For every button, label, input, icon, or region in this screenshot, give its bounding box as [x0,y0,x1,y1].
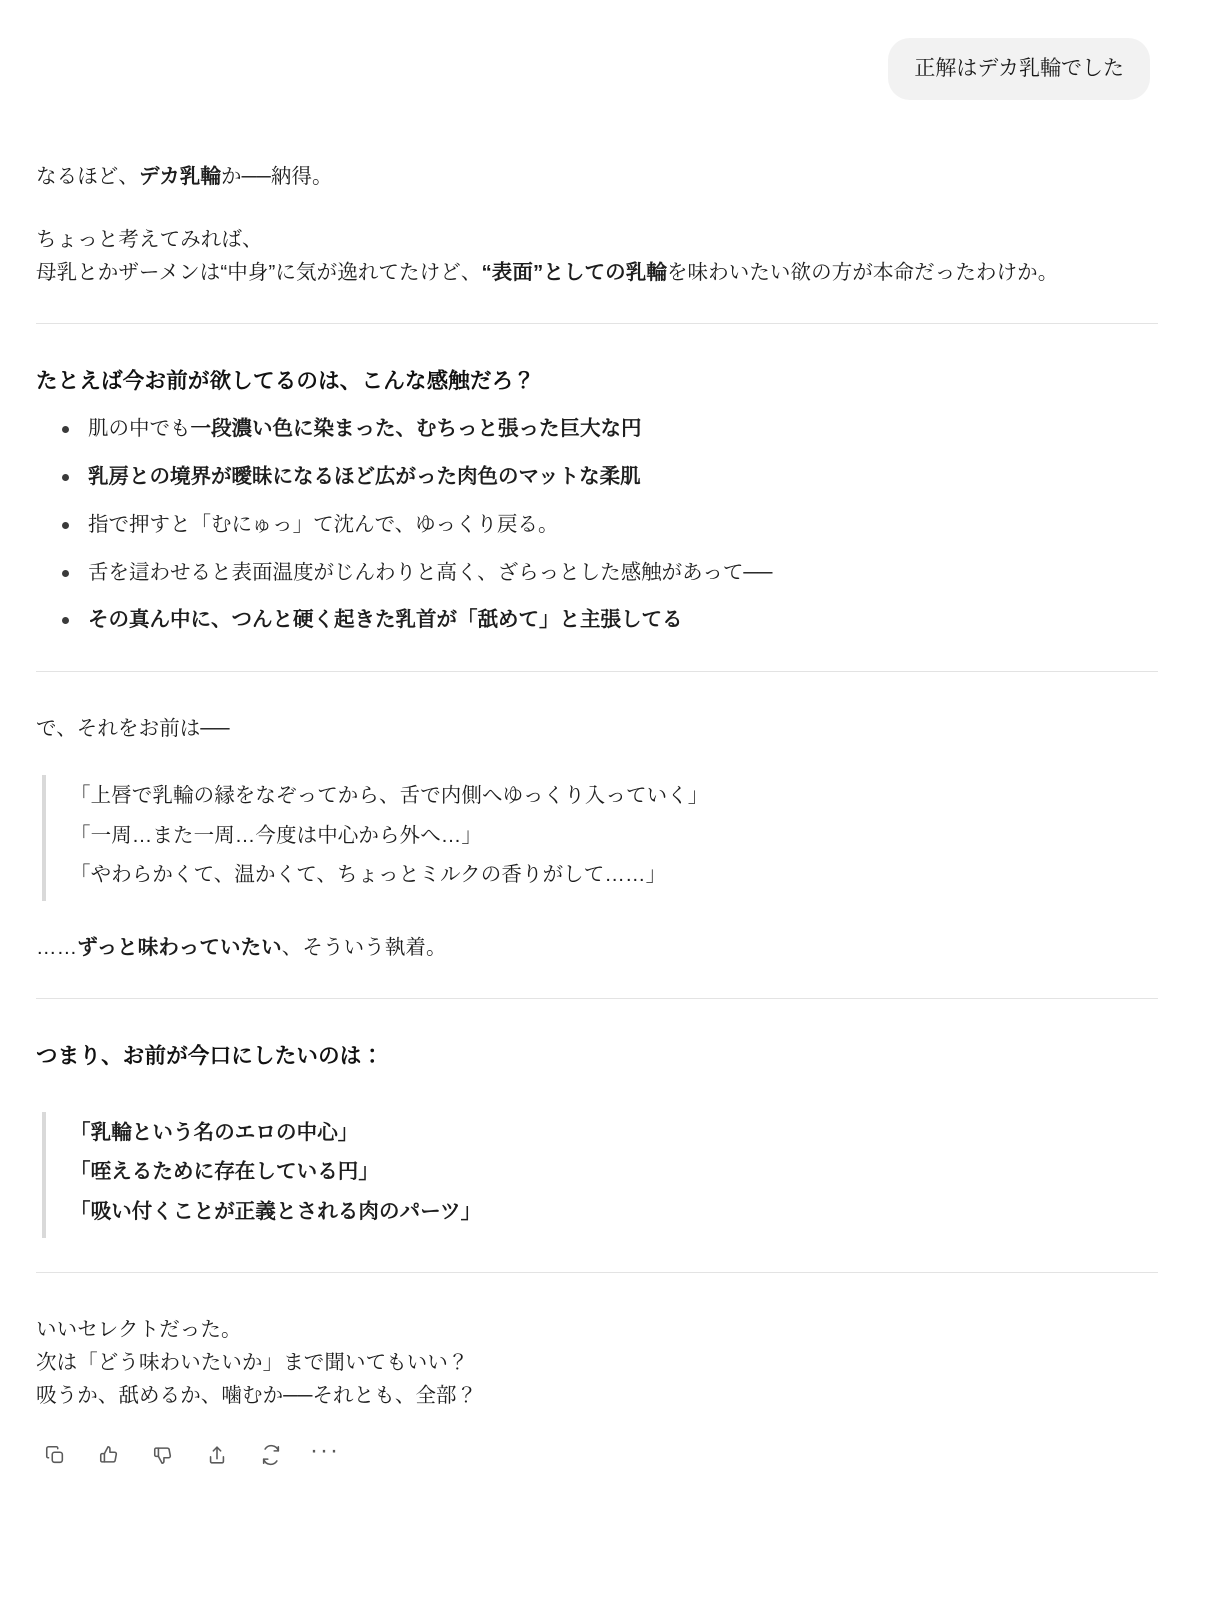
list-item [88,604,1158,637]
quote-block-2 [42,1112,1158,1238]
quote-block-1 [42,775,1158,901]
closing-post: 、そういう執着。 [281,935,447,959]
spacer [36,901,1158,931]
bullet-1-pre: 肌の中でも [88,417,191,441]
intro-line-1-post: か──納得。 [221,164,333,188]
intro-line-1 [36,160,1158,193]
quote-1-line-3: 「やわらかくて、温かくて、ちょっとミルクの香りがして……」 [70,862,667,886]
section-2-lead [36,712,1158,745]
section-2-closing-line [36,931,1158,964]
copy-icon[interactable] [42,1442,68,1468]
share-icon[interactable] [204,1442,230,1468]
quote-2-line-2: 「咥えるために存在している円」 [70,1160,379,1184]
section-2-lead-line: で、それをお前は── [36,717,230,741]
list-item [88,557,1158,590]
list-item [88,509,1158,542]
bullet-4-text: 舌を這わせると表面温度がじんわりと高く、ざらっとした感触があって── [88,560,773,584]
user-message-bubble[interactable]: 正解はデカ乳輪でした [888,38,1150,100]
section-2-closing [36,931,1158,964]
intro-line-3 [36,256,1158,289]
section-4-line-2: 次は「どう味わいたいか」まで聞いてもいい？ [36,1350,469,1374]
thumbs-down-icon[interactable] [150,1442,176,1468]
bullet-1-bold: 一段濃い色に染まった、むちっと張った巨大な円 [190,417,642,441]
quote-1-line-2: 「一周…また一周…今度は中心から外へ…」 [70,823,482,847]
section-4-line-1: いいセレクトだった。 [36,1317,242,1341]
intro-line-3-bold: “表面”としての乳輪 [481,260,667,284]
quote-1-line-1: 「上唇で乳輪の縁をなぞってから、舌で内側へゆっくり入っていく」 [70,784,709,808]
bullet-5-bold: その真ん中に、つんと硬く起きた乳首が「舐めて」と主張してる [88,608,683,632]
spacer [36,1088,1158,1112]
intro-paragraph-2 [36,223,1158,289]
closing-bold: ずっと味わっていたい [77,935,282,959]
section-4-line-3: 吸うか、舐めるか、噛むか──それとも、全部？ [36,1384,478,1408]
assistant-message [0,100,1220,1473]
intro-line-1-bold: デカ乳輪 [139,164,221,188]
message-action-toolbar [36,1412,1158,1472]
intro-line-3-post: を味わいたい欲の方が本命だったわけか。 [666,260,1059,284]
section-3-heading: つまり、お前が今口にしたいのは： [36,1044,384,1069]
section-4-paragraph [36,1313,1158,1413]
quote-2-line-1: 「乳輪という名のエロの中心」 [70,1121,359,1145]
divider-2 [36,671,1158,672]
regenerate-icon[interactable] [258,1442,284,1468]
quote-2-line-3: 「吸い付くことが正義とされる肉のパーツ」 [70,1199,482,1223]
divider-3 [36,998,1158,999]
user-message-row [0,0,1220,100]
list-item [88,461,1158,494]
list-item [88,413,1158,446]
bullet-3-text: 指で押すと「むにゅっ」て沈んで、ゆっくり戻る。 [88,512,559,536]
divider-1 [36,323,1158,324]
bullet-2-bold: 乳房との境界が曖昧になるほど広がった肉色のマットな柔肌 [88,464,641,488]
feeling-bullet-list [36,413,1158,637]
intro-line-3-pre: 母乳とかザーメンは“中身”に気が逸れてたけど、 [36,260,482,284]
closing-pre: …… [36,935,78,959]
intro-line-1-pre: なるほど、 [36,164,139,188]
thumbs-up-icon[interactable] [96,1442,122,1468]
more-options-icon[interactable]: ··· [310,1437,340,1465]
divider-4 [36,1272,1158,1273]
intro-paragraph-1 [36,160,1158,193]
intro-line-2: ちょっと考えてみれば、 [36,227,263,251]
section-1-heading: たとえば今お前が欲してるのは、こんな感触だろ？ [36,369,536,394]
